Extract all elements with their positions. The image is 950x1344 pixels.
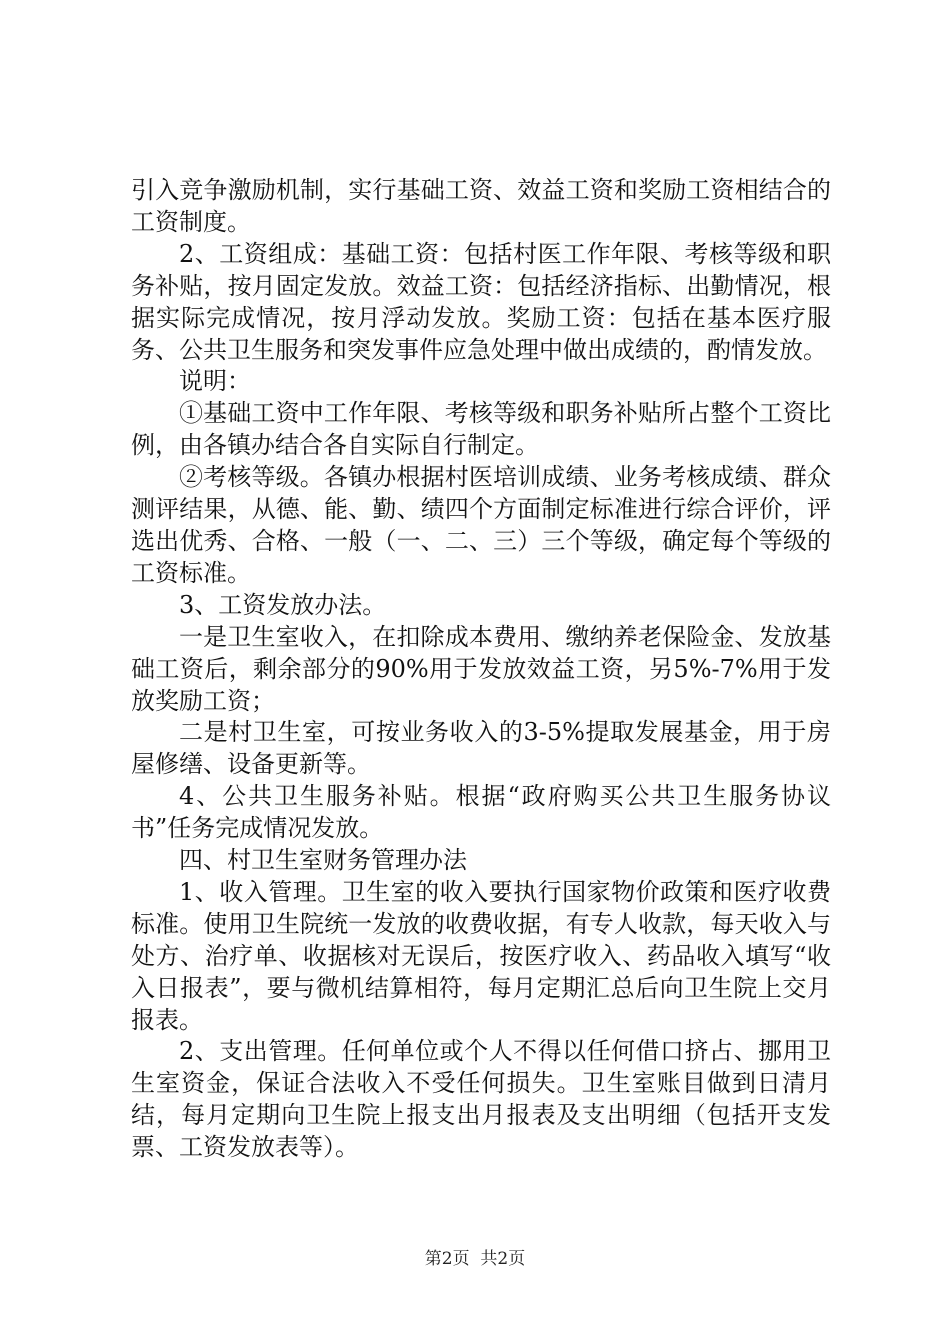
paragraph-note-heading: 说明： xyxy=(179,367,251,396)
paragraph-salary-composition: 2、工资组成：基础工资：包括村医工作年限、考核等级和职务补贴，按月固定发放。效益工资：包括经济指标、出勤情况，根据实际完成情况，按月浮动发放。奖励工资：包括在基本医疗服务、公共卫生服务和突发事件应急处理中做出成绩的，酌情发放。 xyxy=(131,239,831,364)
section-heading-finance: 四、村卫生室财务管理办法 xyxy=(179,846,467,875)
page-footer xyxy=(0,1244,950,1269)
page-number: 第2页 共2页 xyxy=(424,1249,526,1269)
document-body xyxy=(131,175,831,1164)
paragraph-note-1: ①基础工资中工作年限、考核等级和职务补贴所占整个工资比例，由各镇办结合各自实际自行制定。 xyxy=(131,399,831,460)
paragraph-payment-item-1: 一是卫生室收入，在扣除成本费用、缴纳养老保险金、发放基础工资后，剩余部分的90%用于发放效益工资，另5%-7%用于发放奖励工资； xyxy=(131,622,831,715)
paragraph-expense-management: 2、支出管理。任何单位或个人不得以任何借口挤占、挪用卫生室资金，保证合法收入不受任何损失。卫生室账目做到日清月结，每月定期向卫生院上报支出月报表及支出明细（包括开支发票、工资发放表等）。 xyxy=(131,1037,831,1162)
paragraph-payment-item-2: 二是村卫生室，可按业务收入的3-5%提取发展基金，用于房屋修缮、设备更新等。 xyxy=(131,718,831,779)
paragraph-public-health-subsidy: 4、公共卫生服务补贴。根据“政府购买公共卫生服务协议书”任务完成情况发放。 xyxy=(131,782,831,843)
paragraph-note-2: ②考核等级。各镇办根据村医培训成绩、业务考核成绩、群众测评结果，从德、能、勤、绩四个方面制定标准进行综合评价，评选出优秀、合格、一般（一、二、三）三个等级，确定每个等级的工资标准。 xyxy=(131,463,831,587)
paragraph-intro: 引入竞争激励机制，实行基础工资、效益工资和奖励工资相结合的工资制度。 xyxy=(131,176,831,236)
paragraph-income-management: 1、收入管理。卫生室的收入要执行国家物价政策和医疗收费标准。使用卫生院统一发放的收费收据，有专人收款，每天收入与处方、治疗单、收据核对无误后，按医疗收入、药品收入填写“收入日报表”，要与微机结算相符，每月定期汇总后向卫生院上交月报表。 xyxy=(131,877,831,1034)
paragraph-salary-payment: 3、工资发放办法。 xyxy=(179,590,387,619)
